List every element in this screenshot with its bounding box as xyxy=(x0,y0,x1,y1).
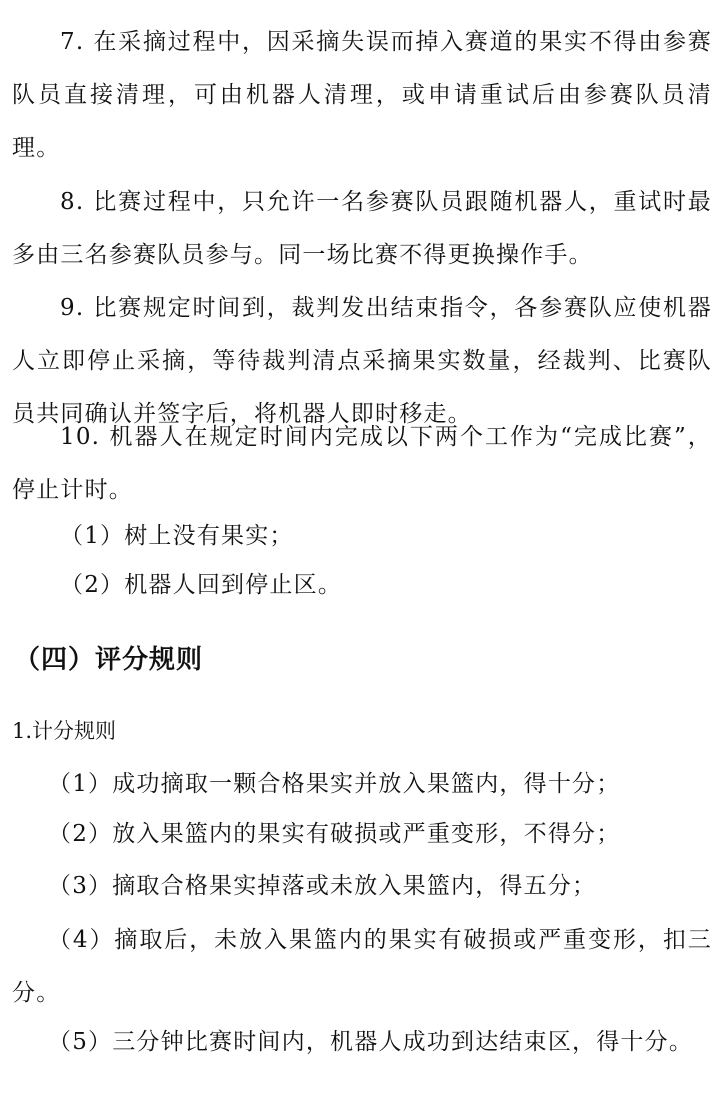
scoring-item-5: （5）三分钟比赛时间内，机器人成功到达结束区，得十分。 xyxy=(48,1029,694,1055)
rule-paragraph-9: 9. 比赛规定时间到，裁判发出结束指令，各参赛队应使机器人立即停止采摘，等待裁判清点采摘果实数量，经裁判、比赛队员共同确认并签字后，将机器人即时移走。 xyxy=(12,295,712,427)
rule-10-item-1: （1）树上没有果实； xyxy=(60,523,294,549)
scoring-item-4: （4）摘取后，未放入果篮内的果实有破损或严重变形，扣三分。 xyxy=(12,927,712,1006)
rule-paragraph-7: 7. 在采摘过程中，因采摘失误而掉入赛道的果实不得由参赛队员直接清理，可由机器人清理，或申请重试后由参赛队员清理。 xyxy=(12,29,712,161)
scoring-item-1: （1）成功摘取一颗合格果实并放入果篮内，得十分； xyxy=(48,771,621,797)
rule-10-item-2: （2）机器人回到停止区。 xyxy=(60,572,343,598)
rule-paragraph-10: 10. 机器人在规定时间内完成以下两个工作为“完成比赛”，停止计时。 xyxy=(12,424,712,503)
rule-paragraph-8: 8. 比赛过程中，只允许一名参赛队员跟随机器人，重试时最多由三名参赛队员参与。同一场比赛不得更换操作手。 xyxy=(12,189,712,268)
section-heading: （四）评分规则 xyxy=(14,645,204,675)
scoring-item-2: （2）放入果篮内的果实有破损或严重变形，不得分； xyxy=(48,821,621,847)
section-subheading: 1.计分规则 xyxy=(12,719,117,743)
scoring-item-3: （3）摘取合格果实掉落或未放入果篮内，得五分； xyxy=(48,873,597,899)
